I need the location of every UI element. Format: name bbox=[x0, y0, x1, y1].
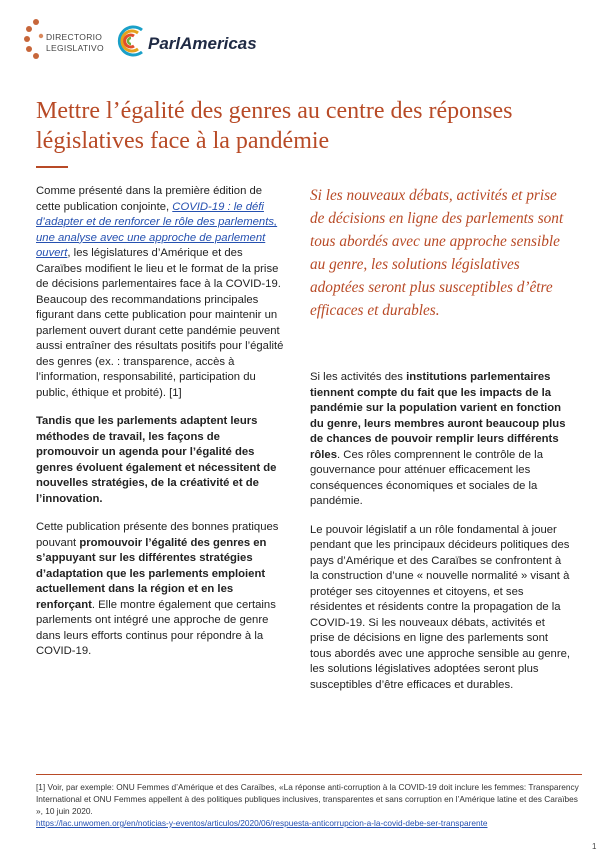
footnote bbox=[36, 781, 582, 829]
intro-text: Comme présenté dans la première édition de cette publication conjointe, bbox=[36, 185, 263, 213]
institutions-bold: institutions parlementaires tiennent compte du fait que les impacts de la pandémie sur la population varient en fonction du genre, leurs membres auront beaucoup plus de chances de pouvoir remplir leurs différents rôles bbox=[310, 371, 566, 461]
practices-text: Cette publication présente des bonnes pratiques pouvant bbox=[36, 521, 279, 549]
page-title: Mettre l’égalité des genres au centre des réponses législatives face à la pandémie bbox=[36, 98, 513, 154]
intro-text-cont: , les législatures d’Amérique et des Caraïbes modifient le lieu et le format de la prise de décisions parlementaires face à la COVID-19. Beaucoup des recommandations principales figurant dans cette publication pour maintenir un parlement ouvert durant cette pandémie peuvent aussi entraîner des résultats positifs pour l’égalité des genres (ex. : transparence, accès à l’information, responsabilité, participation du public, éthique et probité). [1] bbox=[36, 247, 284, 399]
practices-bold: promouvoir l’égalité des genres en s’appuyant sur les différentes stratégies d’adaptation que les parlements emploient actuellement dans la région et en les renforçant bbox=[36, 536, 267, 611]
parlamericas-logo bbox=[116, 24, 276, 64]
header bbox=[22, 14, 282, 74]
institutions-text: Si les activités des bbox=[310, 371, 407, 383]
right-column bbox=[310, 184, 572, 706]
intro-paragraph bbox=[36, 184, 284, 401]
publication-link[interactable]: COVID-19 : le défi d’adapter et de renforcer le rôle des parlements, une analyse avec une approche de parlement ouvert bbox=[36, 200, 278, 259]
footer-divider bbox=[36, 774, 582, 775]
pull-quote: Si les nouveaux débats, activités et prise de décisions en ligne des parlements sont tous abordés avec une approche sensible au genre, les solutions législatives adoptées seront plus susceptibles d’être efficaces et durables. bbox=[310, 187, 564, 319]
legislative-paragraph: Le pouvoir législatif a un rôle fondamental à jouer pendant que les principaux décideurs politiques des pays d’Amérique et des Caraïbes se confrontent à la construction d’une « nouvelle normalité » visant à protéger ses citoyennes et citoyens, et ses résidentes et résidents contre la propagation de la COVID-19. Si les nouveaux débats, activités et prise de décisions en ligne des parlements sont tous abordés avec une approche sensible au genre, les solutions législatives adoptées seront plus susceptibles d’être efficaces et durables. bbox=[310, 523, 571, 691]
bold-paragraph bbox=[36, 414, 284, 507]
institutions-paragraph bbox=[310, 370, 572, 510]
practices-text-cont: . Elle montre également que certains parlements ont intégré une approche de genre dans leurs efforts continus pour répondre à la COVID-19. bbox=[36, 598, 276, 657]
footnote-text: [1] Voir, par exemple: ONU Femmes d’Amérique et des Caraïbes, «La réponse anti-corruption à la COVID-19 doit inclure les femmes: Transparency International et ONU Femmes appellent à des politiques publiques inclusives, transparentes et sans corruption en l’Amérique latine et des Caraïbes », 10 juin 2020. bbox=[36, 782, 579, 816]
parlamericas-swirl-icon bbox=[116, 24, 146, 58]
page-number: 1 bbox=[592, 842, 597, 851]
practices-paragraph bbox=[36, 520, 284, 660]
title-divider bbox=[36, 166, 68, 168]
directorio-legislativo-text: DIRECTORIO LEGISLATIVO bbox=[46, 32, 104, 53]
parlamericas-text: ParlAmericas bbox=[148, 34, 257, 53]
institutions-text-cont: . Ces rôles comprennent le contrôle de la gouvernance pour atténuer efficacement les conséquences économiques et sociales de la pandémie. bbox=[310, 448, 543, 507]
footnote-link[interactable]: https://lac.unwomen.org/en/noticias-y-eventos/articulos/2020/06/respuesta-anticorrupcion-a-la-covid-debe-ser-transparente bbox=[36, 818, 488, 828]
left-column bbox=[36, 184, 284, 673]
bold-text: Tandis que les parlements adaptent leurs méthodes de travail, les façons de promouvoir un agenda pour l’égalité des genres évoluent également et nécessitent de nouvelles stratégies, de la créativité et de l’innovation. bbox=[36, 415, 277, 505]
